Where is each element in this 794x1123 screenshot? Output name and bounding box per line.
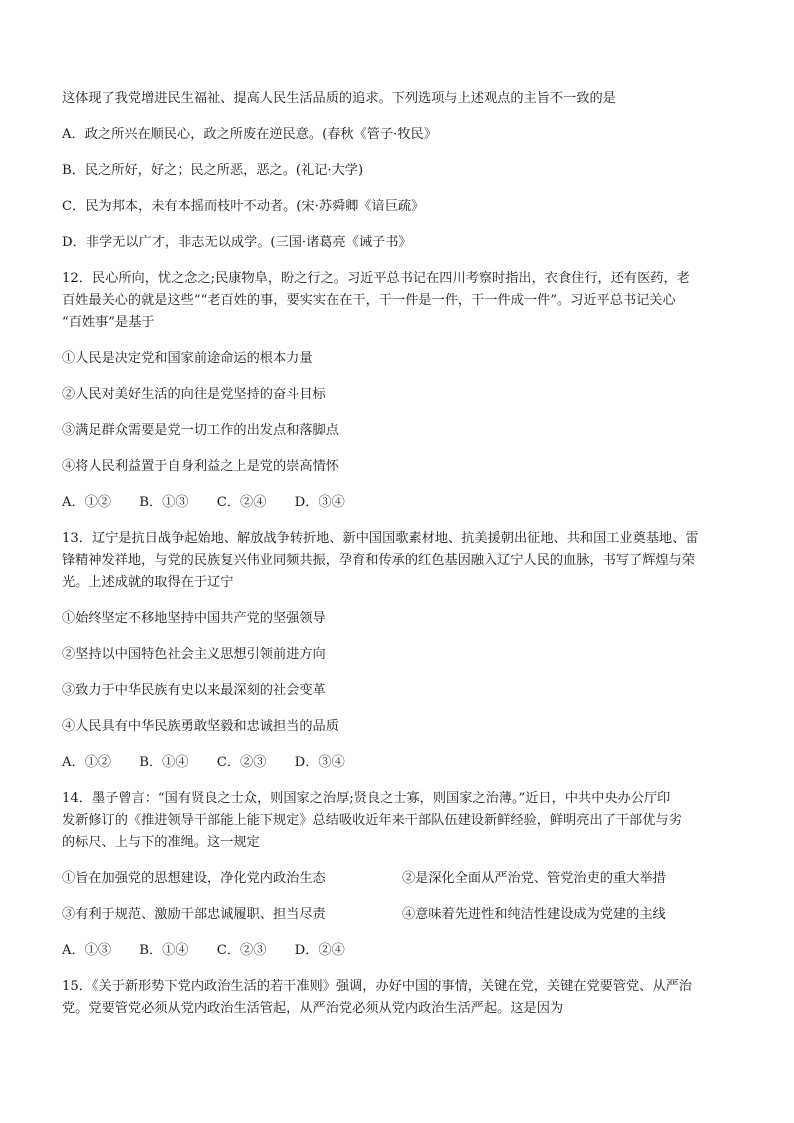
q14-statement-2: ②是深化全面从严治党、管党治吏的重大举措 (402, 871, 666, 886)
q12-stem-line: 百姓最关心的就是这些”“老百姓的事，要实实在在干，干一件是一件，干一件成一件”。习近平总书记关心 (62, 293, 676, 308)
q13-stem (62, 528, 738, 594)
q13-choices (62, 752, 738, 774)
q14-statement-4: ④意味着先进性和纯洁性建设成为党建的主线 (402, 907, 666, 922)
q11-option-c: C．民为邦本，未有本摇而枝叶不动者。(宋·苏舜卿《谙巨疏》 (62, 199, 425, 214)
q13-statement-2: ②坚持以中国特色社会主义思想引领前进方向 (62, 647, 326, 662)
q13-statement-1: ①始终坚定不移地坚持中国共产党的坚强领导 (62, 611, 326, 626)
q12-stem-line: 12．民心所向，忧之念之;民康物阜，盼之行之。习近平总书记在四川考察时指出，衣食住行，还有医药，老 (62, 271, 690, 286)
q11-option-d: D．非学无以广才，非志无以成学。(三国·诸葛亮《诫子书》 (62, 235, 412, 250)
q14-stem-line: 的标尺、上与下的准绳。这一规定 (62, 835, 260, 850)
q14-choice-c: C．②③ (216, 943, 267, 958)
exam-page (62, 88, 738, 1034)
q14-choices (62, 940, 738, 962)
q14-choice-a: A．①③ (62, 943, 112, 958)
q12-choice-d: D．③④ (294, 495, 345, 510)
q11-intro: 这体现了我党增进民生福祉、提高人民生活品质的追求。下列选项与上述观点的主旨不一致的是 (62, 91, 616, 106)
q14-stem-line: 14．墨子曾言：“国有贤良之士众，则国家之治厚;贤良之士寡，则国家之治薄。”近日，中共中央办公厅印 (62, 791, 671, 806)
q12-statement-3: ③满足群众需要是党一切工作的出发点和落脚点 (62, 423, 339, 438)
q13-choice-a: A．①② (62, 755, 112, 770)
q12-stem-line: “百姓事”是基于 (62, 315, 155, 330)
q15-stem-line: 15．《关于新形势下党内政治生活的若干准则》强调，办好中国的事情，关键在党，关键在党要管党、从严治 (62, 979, 692, 994)
q13-choice-c: C．②③ (216, 755, 267, 770)
q12-choice-b: B．①③ (139, 495, 189, 510)
q12-statement-1: ①人民是决定党和国家前途命运的根本力量 (62, 351, 313, 366)
q12-statement-2: ②人民对美好生活的向往是党坚持的奋斗目标 (62, 387, 326, 402)
q14-choice-d: D．②④ (294, 943, 345, 958)
q13-statement-3: ③致力于中华民族有史以来最深刻的社会变革 (62, 683, 326, 698)
q12-stem (62, 268, 738, 334)
q13-stem-line: 锋精神发祥地，与党的民族复兴伟业同频共振，孕育和传承的红色基因融入辽宁人民的血脉，书写了辉煌与荣 (62, 553, 695, 568)
q14-statement-3: ③有利于规范、激励干部忠诚履职、担当尽责 (62, 907, 326, 922)
q13-stem-line: 13．辽宁是抗日战争起始地、解放战争转折地、新中国国歌素材地、抗美援朝出征地、共和国工业奠基地、雷 (62, 531, 699, 546)
q14-statements-row-2 (62, 904, 738, 926)
q15-stem-line: 党。党要管党必须从党内政治生活管起，从严治党必须从党内政治生活严起。这是因为 (62, 1001, 564, 1016)
q15-stem (62, 976, 738, 1020)
q14-statements-row-1 (62, 868, 738, 890)
q13-choice-d: D．③④ (294, 755, 345, 770)
q11-option-b: B．民之所好，好之；民之所恶，恶之。(礼记·大学) (62, 163, 364, 178)
q13-statement-4: ④人民具有中华民族勇敢坚毅和忠诚担当的品质 (62, 719, 339, 734)
q12-choice-c: C．②④ (216, 495, 267, 510)
q14-stem-line: 发新修订的《推进领导干部能上能下规定》总结吸收近年来干部队伍建设新鲜经验，鲜明亮出了干部优与劣 (62, 813, 682, 828)
q11-option-a: A．政之所兴在顺民心，政之所废在逆民意。(春秋《管子·牧民》 (62, 127, 437, 142)
q12-statement-4: ④将人民利益置于自身利益之上是党的崇高情怀 (62, 459, 339, 474)
q12-choice-a: A．①② (62, 495, 112, 510)
q12-choices (62, 492, 738, 514)
q14-statement-1: ①旨在加强党的思想建设，净化党内政治生态 (62, 871, 326, 886)
q13-stem-line: 光。上述成就的取得在于辽宁 (62, 575, 234, 590)
q13-choice-b: B．①④ (139, 755, 189, 770)
q14-stem (62, 788, 738, 854)
q14-choice-b: B．①④ (139, 943, 189, 958)
